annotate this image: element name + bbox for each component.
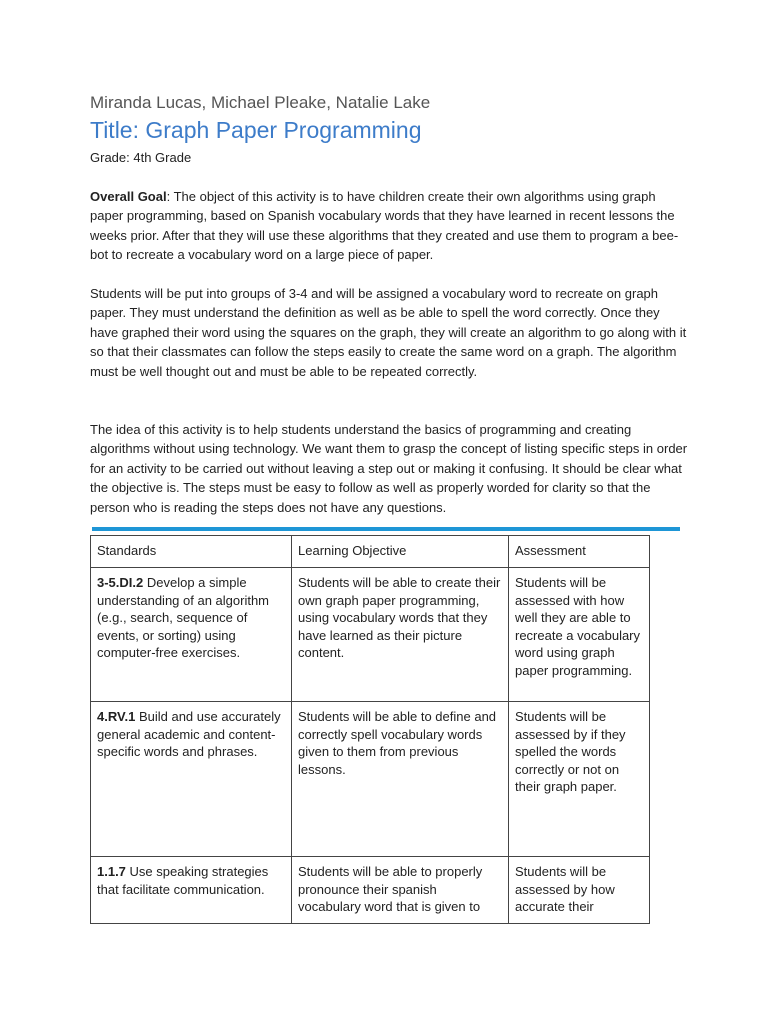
header-assessment: Assessment bbox=[509, 536, 650, 568]
assessment-cell: Students will be assessed with how well they are able to recreate a vocabulary word using graph paper programming. bbox=[509, 568, 650, 702]
groups-paragraph: Students will be put into groups of 3-4 and will be assigned a vocabulary word to recreate on graph paper. They must understand the definition as well as be able to spell the word correctly. Once they have graphed their word using the squares on the graph, they will create an algorithm to go along with it so that their classmates can follow the steps easily to create the same word on a graph. The algorithm must be well thought out and must be able to be repeated correctly. bbox=[90, 286, 687, 379]
table-row bbox=[91, 857, 650, 924]
objective-cell: Students will be able to create their own graph paper programming, using vocabulary words that they have learned as their picture content. bbox=[292, 568, 509, 702]
standard-cell bbox=[91, 702, 292, 857]
standard-code: 3-5.DI.2 bbox=[97, 575, 144, 590]
objective-cell: Students will be able to properly pronounce their spanish vocabulary word that is given to bbox=[292, 857, 509, 924]
standard-text: Build and use accurately general academic and content-specific words and phrases. bbox=[97, 709, 281, 759]
standard-code: 1.1.7 bbox=[97, 864, 126, 879]
standard-cell bbox=[91, 857, 292, 924]
standards-table bbox=[90, 535, 650, 924]
assessment-cell: Students will be assessed by how accurate their bbox=[509, 857, 650, 924]
idea-paragraph: The idea of this activity is to help students understand the basics of programming and creating algorithms without using technology. We want them to grasp the concept of listing specific steps in order for an activity to be carried out without leaving a step out or making it confusing. It should be clear what the objective is. The steps must be easy to follow as well as properly worded for clarity so that the person who is reading the steps does not have any questions. bbox=[90, 422, 688, 515]
table-row bbox=[91, 568, 650, 702]
overall-goal-text: : The object of this activity is to have children create their own algorithms using graph paper programming, based on Spanish vocabulary words that they have learned in recent lessons the weeks prior. After that they will use these algorithms that they created and use them to program a bee-bot to recreate a vocabulary word on a large piece of paper. bbox=[90, 189, 679, 263]
table-row bbox=[91, 702, 650, 857]
header-standards: Standards bbox=[91, 536, 292, 568]
standard-text: Develop a simple understanding of an algorithm (e.g., search, sequence of events, or sorting) using computer-free exercises. bbox=[97, 575, 270, 660]
standard-code: 4.RV.1 bbox=[97, 709, 136, 724]
document-title: Title: Graph Paper Programming bbox=[90, 117, 422, 143]
standard-cell bbox=[91, 568, 292, 702]
horizontal-rule bbox=[92, 527, 680, 531]
standard-text: Use speaking strategies that facilitate communication. bbox=[97, 864, 269, 897]
grade-line: Grade: 4th Grade bbox=[90, 150, 192, 165]
authors-line: Miranda Lucas, Michael Pleake, Natalie Lake bbox=[90, 93, 431, 112]
assessment-cell: Students will be assessed by if they spelled the words correctly or not on their graph paper. bbox=[509, 702, 650, 857]
overall-goal-label: Overall Goal bbox=[90, 189, 167, 204]
objective-cell: Students will be able to define and correctly spell vocabulary words given to them from previous lessons. bbox=[292, 702, 509, 857]
overall-goal-paragraph bbox=[90, 187, 690, 265]
table-header-row bbox=[91, 536, 650, 568]
header-learning-objective: Learning Objective bbox=[292, 536, 509, 568]
